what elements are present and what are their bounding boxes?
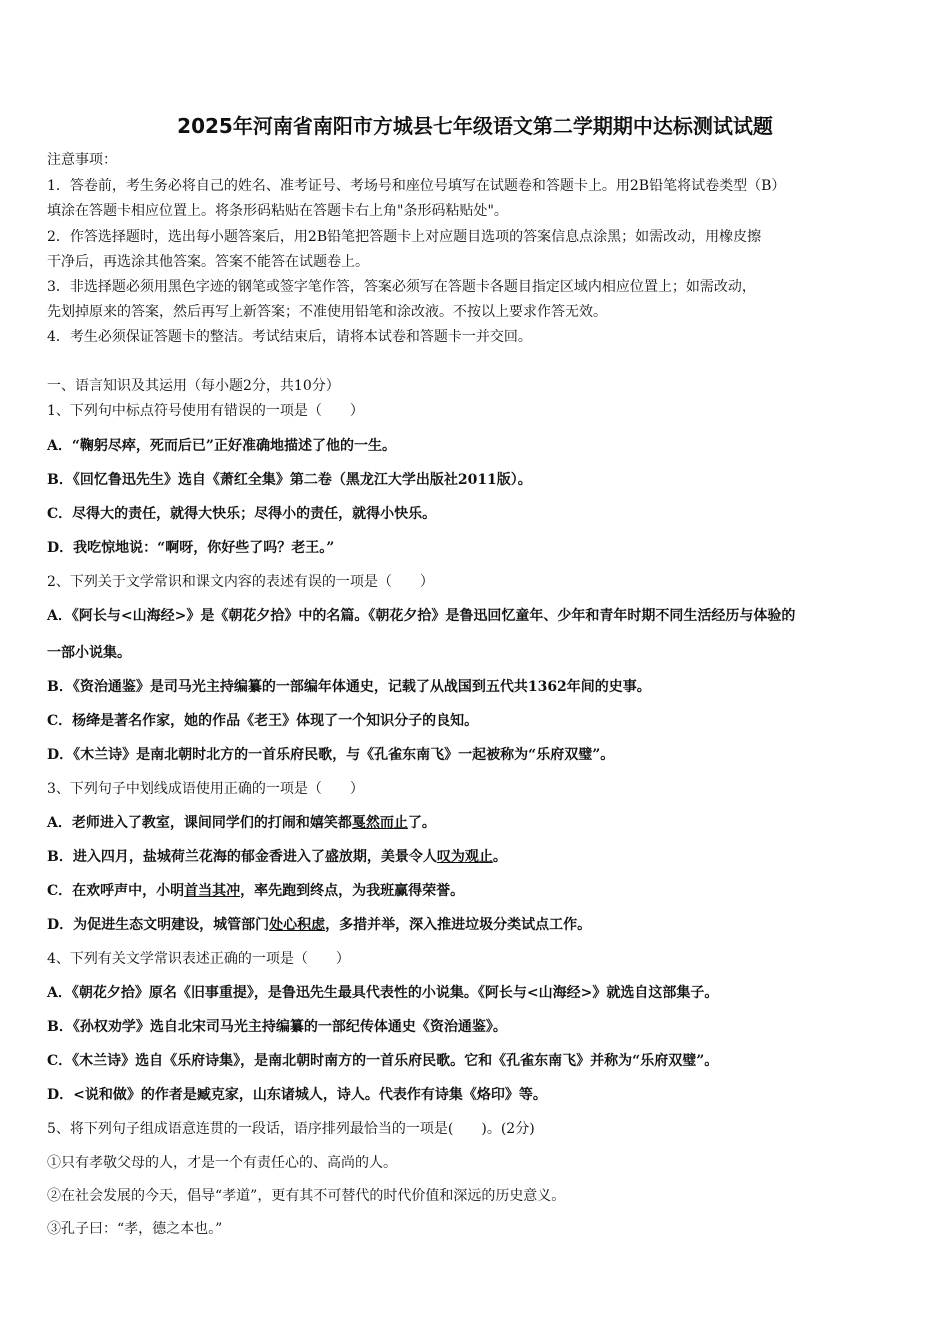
underlined-idiom: 叹为观止 [436, 849, 493, 865]
q2-option-d: D．《木兰诗》是南北朝时北方的一首乐府民歌，与《孔雀东南飞》一起被称为“乐府双璧”。 [47, 747, 615, 763]
notice-line: 填涂在答题卡相应位置上。将条形码粘贴在答题卡右上角"条形码粘贴处"。 [47, 203, 508, 219]
question-4-stem: 4、下列有关文学常识表述正确的一项是（ ） [47, 951, 350, 967]
notice-line: 1．答卷前，考生务必将自己的姓名、准考证号、考场号和座位号填写在试题卷和答题卡上。用2B铅笔将试卷类型（B） [47, 178, 786, 194]
notice-line: 先划掉原来的答案，然后再写上新答案；不准使用铅笔和涂改液。不按以上要求作答无效。 [47, 304, 607, 320]
q3-option-c [47, 881, 913, 901]
page-title: 2025年河南省南阳市方城县七年级语文第二学期期中达标测试试题 [177, 114, 773, 138]
underlined-idiom: 戛然而止 [351, 815, 408, 831]
question-2-stem: 2、下列关于文学常识和课文内容的表述有误的一项是（ ） [47, 574, 434, 590]
q1-option-b: B．《回忆鲁迅先生》选自《萧红全集》第二卷（黑龙江大学出版社2011版）。 [47, 472, 532, 488]
q3-option-a [47, 813, 913, 833]
q3-option-c-text: ，率先跑到终点，为我班赢得荣誉。 [240, 883, 465, 899]
underlined-idiom: 首当其冲 [184, 883, 241, 899]
notice-line: 干净后，再选涂其他答案。答案不能答在试题卷上。 [47, 254, 369, 270]
q4-option-c: C．《木兰诗》选自《乐府诗集》，是南北朝时南方的一首乐府民歌。它和《孔雀东南飞》并称为“乐府双璧”。 [47, 1053, 719, 1069]
q3-option-d-text: D．为促进生态文明建设，城管部门 [47, 917, 270, 933]
q2-option-a: A．《阿长与<山海经>》是《朝花夕拾》中的名篇。《朝花夕拾》是鲁迅回忆童年、少年和青年时期不同生活经历与体验的 [47, 608, 796, 624]
question-5-stem: 5、将下列句子组成语意连贯的一段话，语序排列最恰当的一项是( )。(2分) [47, 1121, 535, 1137]
section-heading: 一、语言知识及其运用（每小题2分，共10分） [47, 378, 340, 394]
q3-option-a-text: A．老师进入了教室，课间同学们的打闹和嬉笑都 [47, 815, 352, 831]
q3-option-d [47, 915, 913, 935]
q5-sentence-2: ②在社会发展的今天，倡导“孝道”，更有其不可替代的时代价值和深远的历史意义。 [47, 1188, 566, 1204]
q4-option-b: B．《孙权劝学》选自北宋司马光主持编纂的一部纪传体通史《资治通鉴》。 [47, 1019, 507, 1035]
q4-option-d: D．<说和做》的作者是臧克家，山东诸城人，诗人。代表作有诗集《烙印》等。 [47, 1087, 547, 1103]
q3-option-a-text: 了。 [407, 815, 436, 831]
q1-option-d: D．我吃惊地说：“啊呀，你好些了吗？老王。” [47, 540, 335, 556]
q5-sentence-3: ③孔子曰：“孝，德之本也。” [47, 1221, 223, 1237]
q2-option-c: C．杨绛是著名作家，她的作品《老王》体现了一个知识分子的良知。 [47, 713, 479, 729]
q3-option-b-text: B．进入四月，盐城荷兰花海的郁金香进入了盛放期，美景令人 [47, 849, 437, 865]
notice-line: 2．作答选择题时，选出每小题答案后，用2B铅笔把答题卡上对应题目选项的答案信息点涂黑；如需改动，用橡皮擦 [47, 229, 762, 245]
underlined-idiom: 处心积虑 [269, 917, 326, 933]
q2-option-b: B．《资治通鉴》是司马光主持编纂的一部编年体通史，记载了从战国到五代共1362年间的史事。 [47, 679, 651, 695]
question-1-stem: 1、下列句中标点符号使用有错误的一项是（ ） [47, 403, 364, 419]
q3-option-d-text: ，多措并举，深入推进垃圾分类试点工作。 [325, 917, 592, 933]
q4-option-a: A．《朝花夕拾》原名《旧事重提》，是鲁迅先生最具代表性的小说集。《阿长与<山海经>》就选自这部集子。 [47, 985, 719, 1001]
notice-line: 3．非选择题必须用黑色字迹的钢笔或签字笔作答，答案必须写在答题卡各题目指定区域内相应位置上；如需改动， [47, 279, 756, 295]
q5-sentence-1: ①只有孝敬父母的人，才是一个有责任心的、高尚的人。 [47, 1155, 397, 1171]
notice-line: 4．考生必须保证答题卡的整洁。考试结束后，请将本试卷和答题卡一并交回。 [47, 329, 532, 345]
q1-option-a: A．“鞠躬尽瘁，死而后已”正好准确地描述了他的一生。 [47, 438, 396, 454]
notice-heading: 注意事项： [47, 152, 117, 168]
q1-option-c: C．尽得大的责任，就得大快乐；尽得小的责任，就得小快乐。 [47, 506, 437, 522]
q3-option-b-text: 。 [492, 849, 507, 865]
q2-option-a-cont: 一部小说集。 [47, 645, 131, 661]
q3-option-b [47, 847, 913, 867]
question-3-stem: 3、下列句子中划线成语使用正确的一项是（ ） [47, 781, 364, 797]
q3-option-c-text: C．在欢呼声中，小明 [47, 883, 185, 899]
